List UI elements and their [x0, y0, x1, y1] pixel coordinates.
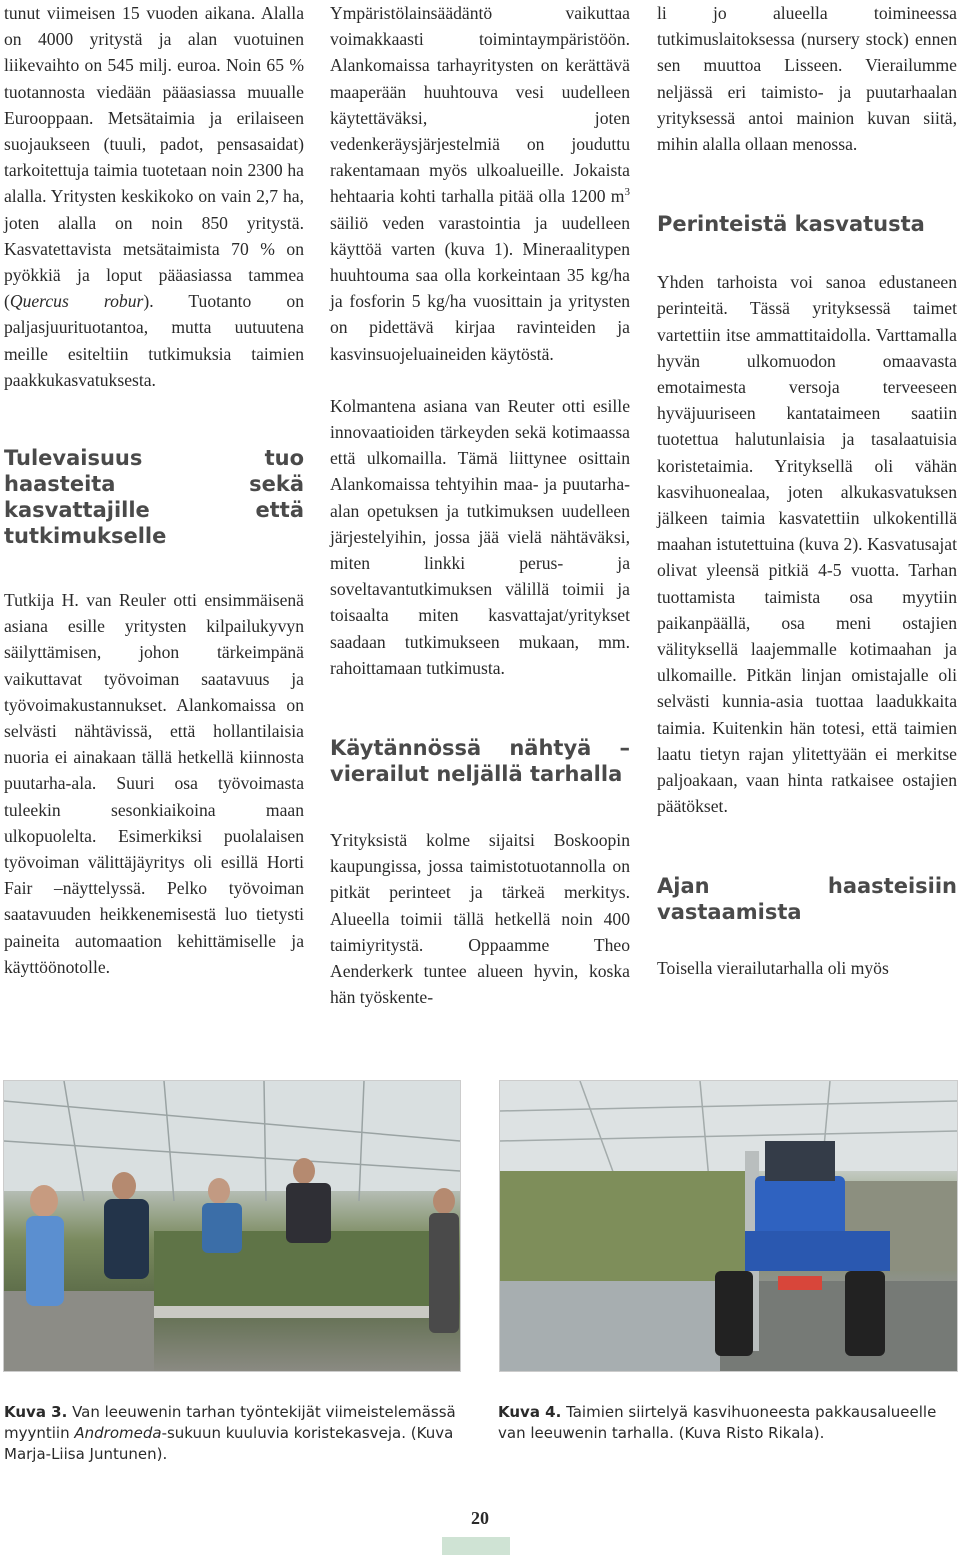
paragraph: Kolmantena asiana van Reuter otti esille innovaatioiden tärkeyden sekä kotimaassa että ulkomailla. Tämä liittynee osittain Alankomaissa tehtyihin maa- ja puutarha-alan opetuksen ja tutkimuksen uudelleen järjestelyihin, jossa jää vielä nähtäväksi, miten linkki perus- ja soveltavantutkimuksen välillä toimii ja toisaalta miten kasvattajat/yritykset saadaan tutkimukseen mukaan, mm. rahoittamaan tutkimusta.: [330, 395, 630, 678]
greenhouse-tractor-photo: [499, 1080, 958, 1372]
column-1: [4, 0, 304, 980]
column-2: [330, 0, 630, 1011]
paragraph: Toisella vierailutarhalla oli myös: [657, 958, 889, 979]
greenhouse-workers-photo: [3, 1080, 461, 1372]
page-number-bar: [442, 1537, 510, 1555]
greenhouse-tractor-illustration: [500, 1081, 957, 1371]
paragraph: Yrityksistä kolme sijaitsi Boskoopin kaupungissa, jossa taimistotuotannolla on pitkät perinteet ja tärkeä merkitys. Alueella toimii tällä hetkellä noin 400 taimiyritystä. Oppaamme Theo Aenderkerk tuntee alueen hyvin, koska hän työskente-: [330, 830, 630, 1008]
greenhouse-workers-illustration: [4, 1081, 460, 1371]
page-number: 20: [471, 1508, 489, 1528]
paragraph: Ympäristölainsäädäntö vaikuttaa voimakkaasti toimintaympäristöön. Alankomaissa tarhayritysten on kerättävä maaperään huuhtouva vesi uudelleen käytettäväksi, joten vedenkeräysjärjestelmiä on jouduttu rakentamaan myös ulkoalueille. Jokaista hehtaaria kohti tarhalla pitää olla 1200 $m^3$ säiliö veden varastointia ja uudelleen käyttöä varten (kuva 1). Mineraalitypen huuhtouma saa olla korkeintaan 35 kg/ha ja fosforin 5 kg/ha vuosittain ja yritysten on pidettävä kirjaa ravinteiden ja kasvinsuojeluaineiden käytöstä.: [330, 3, 630, 364]
section-heading: Käytännössä nähtyä – vierailut neljällä tarhalla: [330, 736, 630, 787]
figure-4-caption: Kuva 4. Taimien siirtelyä kasvihuoneesta pakkausalueelle van leeuwenin tarhalla. (Kuva Risto Rikala).: [498, 1403, 937, 1442]
paragraph: Tutkija H. van Reuler otti ensimmäisenä asiana esille yritysten kilpailukyvyn säilyttämisen, johon tärkeimpänä vaikuttavat työvoiman saatavuus ja työvoimakustannukset. Alankomaissa on selvästi nähtävissä, että hollantilaisia nuoria ei ainakaan tällä hetkellä kiinnosta puutarha-ala. Suuri osa työvoimasta tuleekin sesonkiaikoina maan ulkopuolelta. Esimerkiksi puolalaisen työvoiman välittäjäyritys oli esillä Horti Fair –näyttelyssä. Pelko työvoiman saatavuuden heikkenemisestä luo tietysti paineita automaation kehittämiselle ja käyttöönotolle.: [4, 590, 304, 977]
section-heading: Tulevaisuus tuo haasteita sekä kasvattajille että tutkimukselle: [4, 446, 304, 549]
paragraph: li jo alueella toimineessa tutkimuslaitoksessa (nursery stock) ennen sen muuttoa Lisseen. Vierailumme neljässä eri taimisto- ja puutarhaalan yrityksessä antoi mainion kuvan siitä, mihin alalla ollaan menossa.: [657, 3, 957, 155]
paragraph: tunut viimeisen 15 vuoden aikana. Alalla on 4000 yritystä ja alan vuotuinen liikevaihto on 545 milj. euroa. Noin 65 % tuotannosta viedään pääasiassa muualle Eurooppaan. Metsätaimia ja erilaiseen suojaukseen (tuuli, padot, pensasaidat) tarkoitettuja taimia tuotetaan noin 2300 ha alalla. Yritysten keskikoko on vain 2,7 ha, joten alalla on noin 850 yritystä. Kasvatettavista metsätaimista 70 % on pyökkiä ja loput pääasiassa tammea (Quercus robur). Tuotanto on paljasjuurituotantoa, mutta uutuutena meille esiteltiin tutkimuksia taimien paakkukasvatuksesta.: [4, 3, 304, 390]
section-heading: Ajan haasteisiin vastaamista: [657, 874, 957, 925]
paragraph: Yhden tarhoista voi sanoa edustaneen perinteitä. Tässä yrityksessä taimet vartettiin itse ammattitaidolla. Varttamalla hyvän ulkomuodon omaavasta emotaimesta versoja terveeseen hyväjuuriseen kantataimeen saatiin tuotettua halutunlaisia ja tasalaatuisia koristetaimia. Yrityksellä oli vähän kasvihuonealaa, joten alkukasvatuksen jälkeen taimia kasvatettiin ulkokentillä maahan istutettuina (kuva 2). Kasvatusajat olivat yleensä pitkiä 4-5 vuotta. Tarhan tuottamista taimista osa myytiin paikanpäällä, osa meni ostajien välityksellä laajemmalle kotimaahan ja ulkomaille. Pitkän linjan omistajalle oli selvästi kunnia-asia tuottaa laadukkaita taimia. Kuitenkin hän totesi, että taimien laatu tietyn rajan ylitettyään ei merkitse paljoakaan, vaan hinta ratkaisee ostajien päätökset.: [657, 272, 957, 817]
column-3: [657, 0, 957, 982]
section-heading: Perinteistä kasvatusta: [657, 212, 925, 237]
figure-3-caption: Kuva 3. Van leeuwenin tarhan työntekijät viimeistelemässä myyntiin Andromeda-sukuun kuuluvia koristekasveja. (Kuva Marja-Liisa Juntunen).: [4, 1403, 456, 1463]
